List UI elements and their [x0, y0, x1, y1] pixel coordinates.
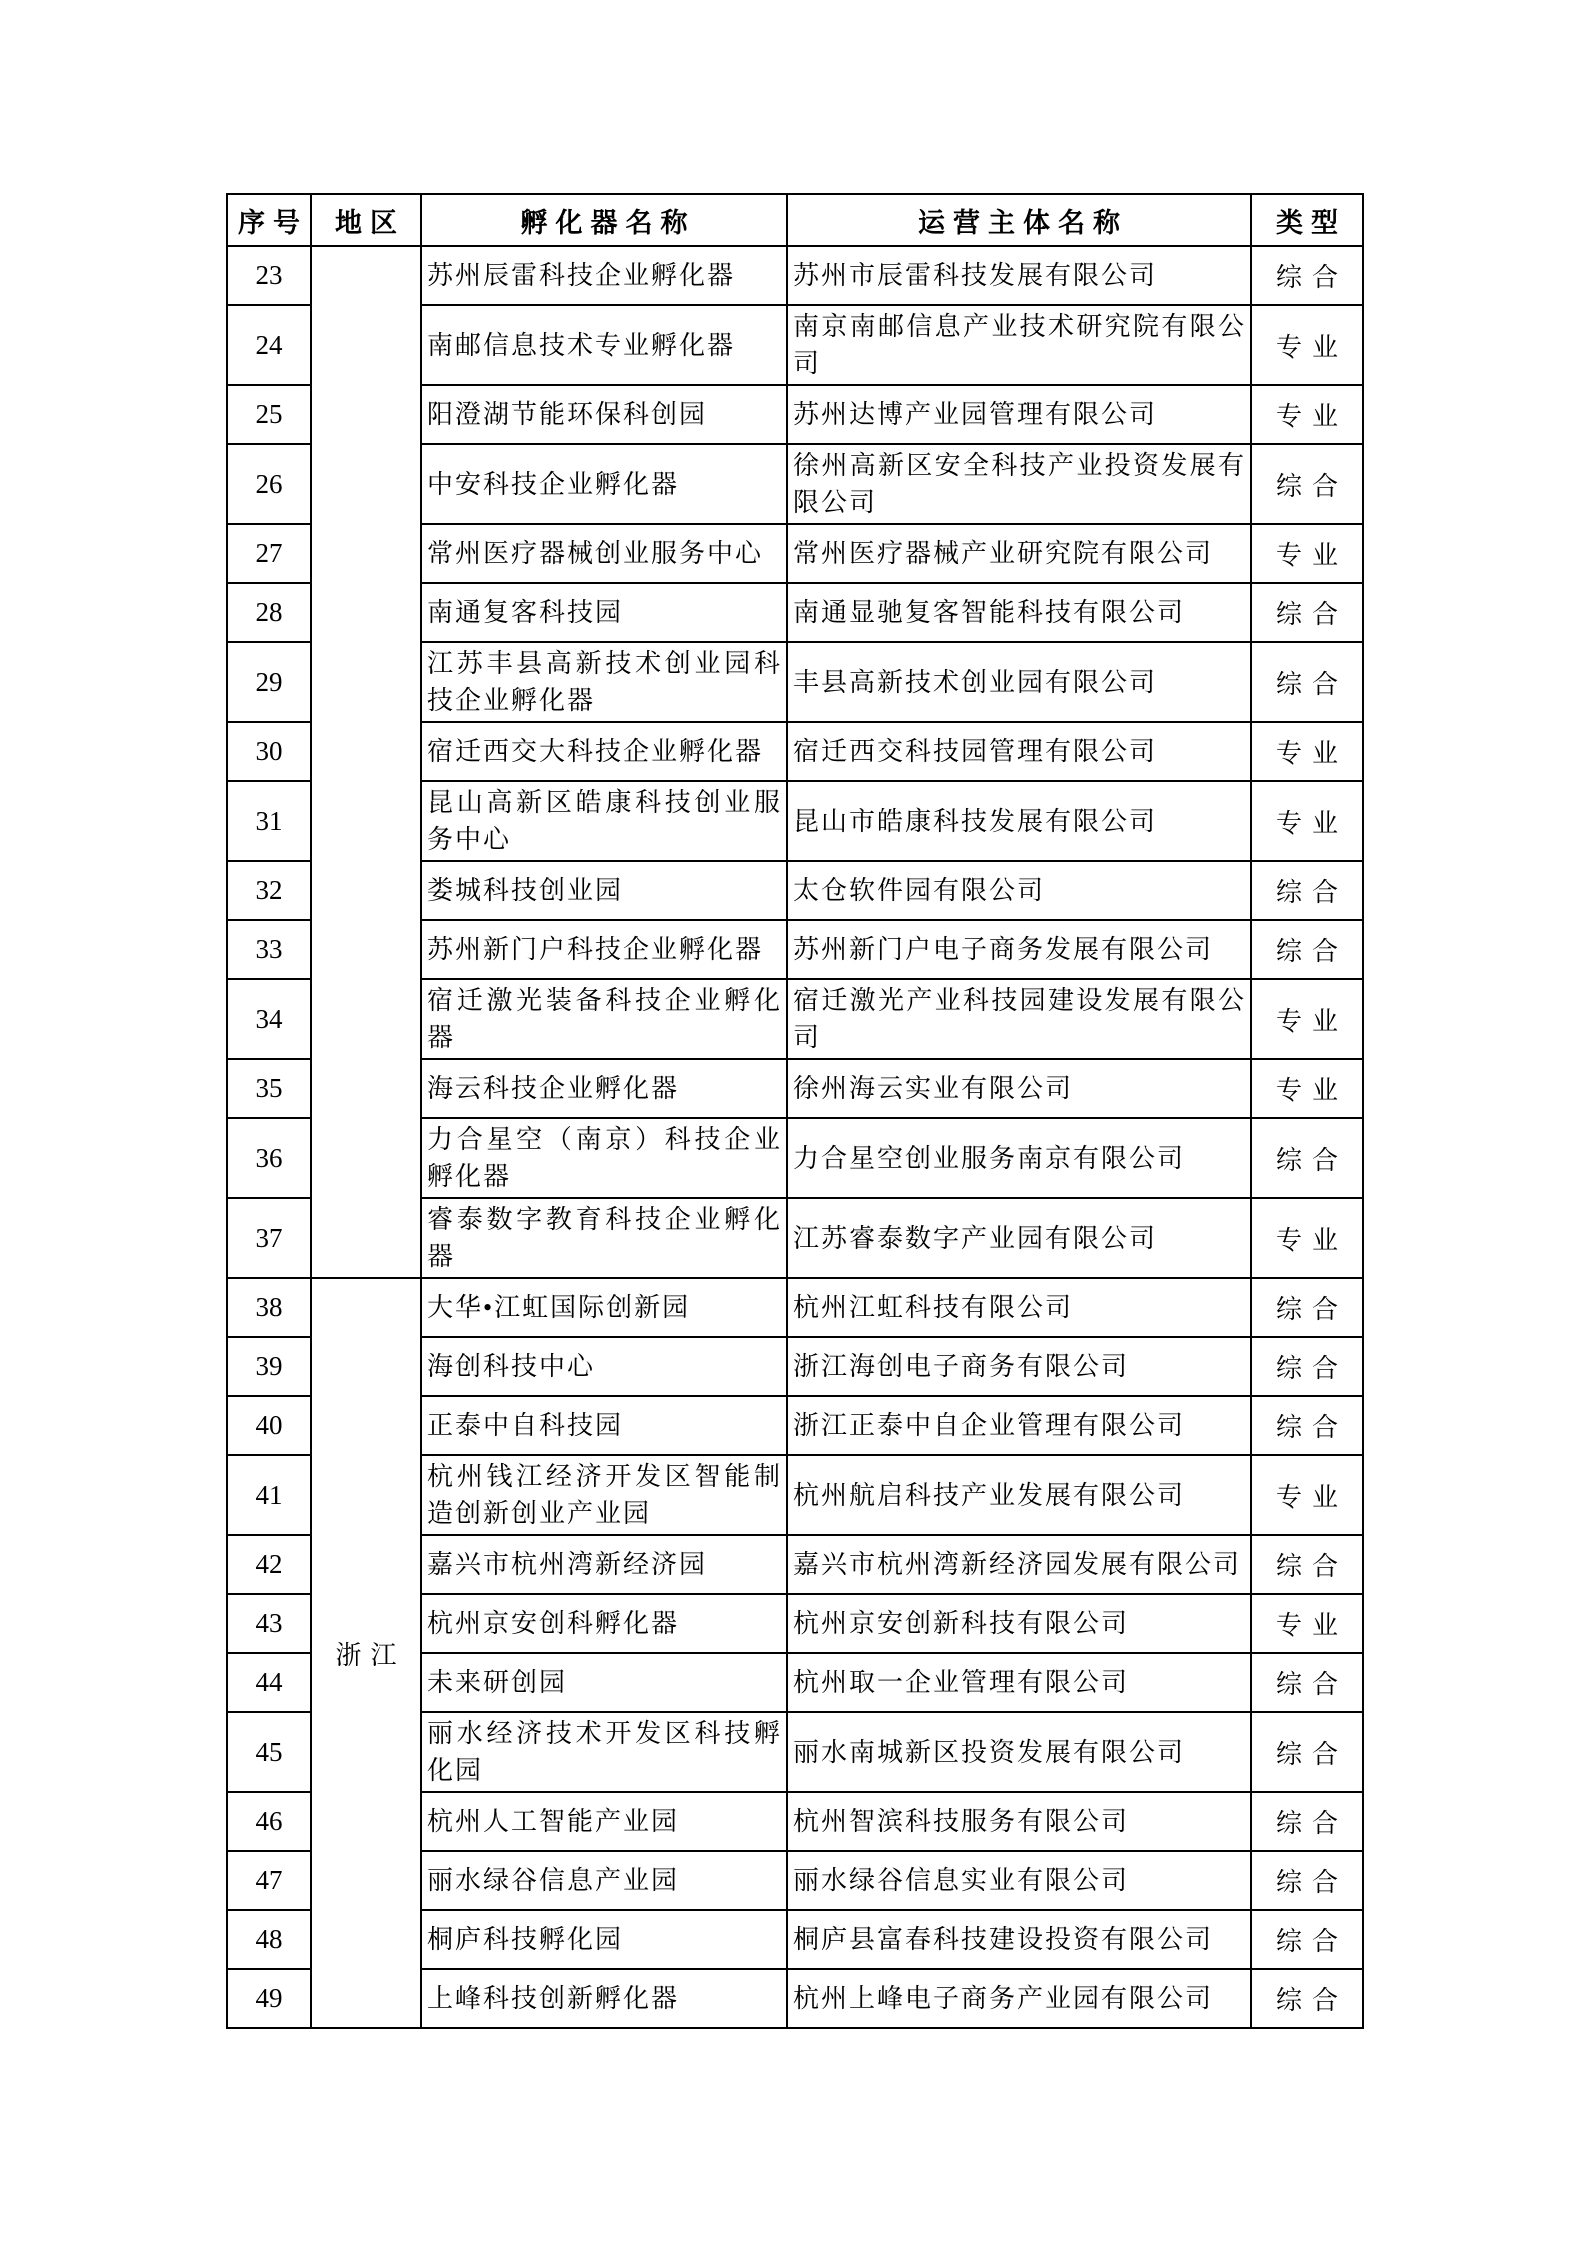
operator-name-cell: 常州医疗器械产业研究院有限公司 — [787, 524, 1251, 583]
type-cell: 专业 — [1251, 305, 1363, 385]
operator-name-cell: 杭州航启科技产业发展有限公司 — [787, 1455, 1251, 1535]
table-row — [227, 246, 1363, 305]
table-header — [227, 194, 1363, 246]
incubator-name-cell: 江苏丰县高新技术创业园科技企业孵化器 — [421, 642, 787, 722]
row-number-cell: 37 — [227, 1198, 311, 1278]
operator-name-cell: 苏州新门户电子商务发展有限公司 — [787, 920, 1251, 979]
row-number-cell: 44 — [227, 1653, 311, 1712]
row-number-cell: 49 — [227, 1969, 311, 2028]
row-number-cell: 46 — [227, 1792, 311, 1851]
type-cell: 综合 — [1251, 1792, 1363, 1851]
type-cell: 综合 — [1251, 1712, 1363, 1792]
operator-name-cell: 杭州江虹科技有限公司 — [787, 1278, 1251, 1337]
row-number-cell: 38 — [227, 1278, 311, 1337]
row-number-cell: 43 — [227, 1594, 311, 1653]
operator-name-cell: 徐州高新区安全科技产业投资发展有限公司 — [787, 444, 1251, 524]
type-cell: 专业 — [1251, 1594, 1363, 1653]
incubator-name-cell: 中安科技企业孵化器 — [421, 444, 787, 524]
operator-name-cell: 杭州京安创新科技有限公司 — [787, 1594, 1251, 1653]
row-number-cell: 36 — [227, 1118, 311, 1198]
row-number-cell: 25 — [227, 385, 311, 444]
incubator-name-cell: 桐庐科技孵化园 — [421, 1910, 787, 1969]
incubator-name-cell: 杭州钱江经济开发区智能制造创新创业产业园 — [421, 1455, 787, 1535]
row-number-cell: 27 — [227, 524, 311, 583]
row-number-cell: 28 — [227, 583, 311, 642]
type-cell: 专业 — [1251, 1455, 1363, 1535]
operator-name-cell: 杭州取一企业管理有限公司 — [787, 1653, 1251, 1712]
operator-name-cell: 浙江海创电子商务有限公司 — [787, 1337, 1251, 1396]
incubator-name-cell: 未来研创园 — [421, 1653, 787, 1712]
operator-name-cell: 桐庐县富春科技建设投资有限公司 — [787, 1910, 1251, 1969]
row-number-cell: 30 — [227, 722, 311, 781]
incubator-name-cell: 常州医疗器械创业服务中心 — [421, 524, 787, 583]
incubator-name-cell: 正泰中自科技园 — [421, 1396, 787, 1455]
type-cell: 综合 — [1251, 861, 1363, 920]
incubator-name-cell: 宿迁激光装备科技企业孵化器 — [421, 979, 787, 1059]
operator-name-cell: 丽水绿谷信息实业有限公司 — [787, 1851, 1251, 1910]
header-row — [227, 194, 1363, 246]
operator-name-cell: 杭州上峰电子商务产业园有限公司 — [787, 1969, 1251, 2028]
operator-name-cell: 徐州海云实业有限公司 — [787, 1059, 1251, 1118]
incubator-name-cell: 娄城科技创业园 — [421, 861, 787, 920]
operator-name-cell: 力合星空创业服务南京有限公司 — [787, 1118, 1251, 1198]
incubator-name-cell: 南通复客科技园 — [421, 583, 787, 642]
operator-name-cell: 丰县高新技术创业园有限公司 — [787, 642, 1251, 722]
row-number-cell: 47 — [227, 1851, 311, 1910]
type-cell: 专业 — [1251, 1059, 1363, 1118]
incubator-name-cell: 大华•江虹国际创新园 — [421, 1278, 787, 1337]
type-cell: 专业 — [1251, 1198, 1363, 1278]
incubator-name-cell: 海云科技企业孵化器 — [421, 1059, 787, 1118]
row-number-cell: 39 — [227, 1337, 311, 1396]
type-cell: 综合 — [1251, 1851, 1363, 1910]
operator-name-cell: 江苏睿泰数字产业园有限公司 — [787, 1198, 1251, 1278]
incubator-name-cell: 嘉兴市杭州湾新经济园 — [421, 1535, 787, 1594]
row-number-cell: 48 — [227, 1910, 311, 1969]
operator-name-cell: 丽水南城新区投资发展有限公司 — [787, 1712, 1251, 1792]
operator-name-cell: 苏州达博产业园管理有限公司 — [787, 385, 1251, 444]
header-operator-name: 运营主体名称 — [787, 194, 1251, 246]
incubator-table — [226, 193, 1364, 2029]
row-number-cell: 40 — [227, 1396, 311, 1455]
row-number-cell: 31 — [227, 781, 311, 861]
operator-name-cell: 南京南邮信息产业技术研究院有限公司 — [787, 305, 1251, 385]
type-cell: 综合 — [1251, 1337, 1363, 1396]
incubator-name-cell: 杭州人工智能产业园 — [421, 1792, 787, 1851]
row-number-cell: 24 — [227, 305, 311, 385]
table-body — [227, 246, 1363, 2028]
operator-name-cell: 嘉兴市杭州湾新经济园发展有限公司 — [787, 1535, 1251, 1594]
header-no: 序号 — [227, 194, 311, 246]
header-region: 地区 — [311, 194, 421, 246]
row-number-cell: 33 — [227, 920, 311, 979]
incubator-name-cell: 上峰科技创新孵化器 — [421, 1969, 787, 2028]
type-cell: 综合 — [1251, 246, 1363, 305]
type-cell: 专业 — [1251, 979, 1363, 1059]
type-cell: 专业 — [1251, 781, 1363, 861]
type-cell: 综合 — [1251, 920, 1363, 979]
type-cell: 专业 — [1251, 722, 1363, 781]
type-cell: 综合 — [1251, 1910, 1363, 1969]
incubator-name-cell: 昆山高新区皓康科技创业服务中心 — [421, 781, 787, 861]
operator-name-cell: 宿迁激光产业科技园建设发展有限公司 — [787, 979, 1251, 1059]
type-cell: 综合 — [1251, 1118, 1363, 1198]
incubator-name-cell: 杭州京安创科孵化器 — [421, 1594, 787, 1653]
row-number-cell: 42 — [227, 1535, 311, 1594]
operator-name-cell: 宿迁西交科技园管理有限公司 — [787, 722, 1251, 781]
type-cell: 专业 — [1251, 385, 1363, 444]
type-cell: 综合 — [1251, 583, 1363, 642]
row-number-cell: 26 — [227, 444, 311, 524]
type-cell: 专业 — [1251, 524, 1363, 583]
incubator-name-cell: 睿泰数字教育科技企业孵化器 — [421, 1198, 787, 1278]
operator-name-cell: 苏州市辰雷科技发展有限公司 — [787, 246, 1251, 305]
operator-name-cell: 杭州智滨科技服务有限公司 — [787, 1792, 1251, 1851]
row-number-cell: 41 — [227, 1455, 311, 1535]
type-cell: 综合 — [1251, 444, 1363, 524]
row-number-cell: 32 — [227, 861, 311, 920]
incubator-name-cell: 力合星空（南京）科技企业孵化器 — [421, 1118, 787, 1198]
row-number-cell: 34 — [227, 979, 311, 1059]
row-number-cell: 45 — [227, 1712, 311, 1792]
incubator-name-cell: 阳澄湖节能环保科创园 — [421, 385, 787, 444]
type-cell: 综合 — [1251, 1535, 1363, 1594]
incubator-name-cell: 海创科技中心 — [421, 1337, 787, 1396]
operator-name-cell: 太仓软件园有限公司 — [787, 861, 1251, 920]
row-number-cell: 29 — [227, 642, 311, 722]
operator-name-cell: 南通显驰复客智能科技有限公司 — [787, 583, 1251, 642]
header-incubator-name: 孵化器名称 — [421, 194, 787, 246]
region-cell: 浙江 — [311, 1278, 421, 2028]
incubator-name-cell: 丽水经济技术开发区科技孵化园 — [421, 1712, 787, 1792]
incubator-name-cell: 苏州辰雷科技企业孵化器 — [421, 246, 787, 305]
type-cell: 综合 — [1251, 1653, 1363, 1712]
operator-name-cell: 浙江正泰中自企业管理有限公司 — [787, 1396, 1251, 1455]
type-cell: 综合 — [1251, 1278, 1363, 1337]
operator-name-cell: 昆山市皓康科技发展有限公司 — [787, 781, 1251, 861]
row-number-cell: 35 — [227, 1059, 311, 1118]
incubator-name-cell: 宿迁西交大科技企业孵化器 — [421, 722, 787, 781]
region-cell — [311, 246, 421, 1278]
row-number-cell: 23 — [227, 246, 311, 305]
type-cell: 综合 — [1251, 1396, 1363, 1455]
table-row — [227, 1278, 1363, 1337]
incubator-name-cell: 苏州新门户科技企业孵化器 — [421, 920, 787, 979]
header-type: 类型 — [1251, 194, 1363, 246]
incubator-name-cell: 南邮信息技术专业孵化器 — [421, 305, 787, 385]
type-cell: 综合 — [1251, 1969, 1363, 2028]
incubator-name-cell: 丽水绿谷信息产业园 — [421, 1851, 787, 1910]
type-cell: 综合 — [1251, 642, 1363, 722]
